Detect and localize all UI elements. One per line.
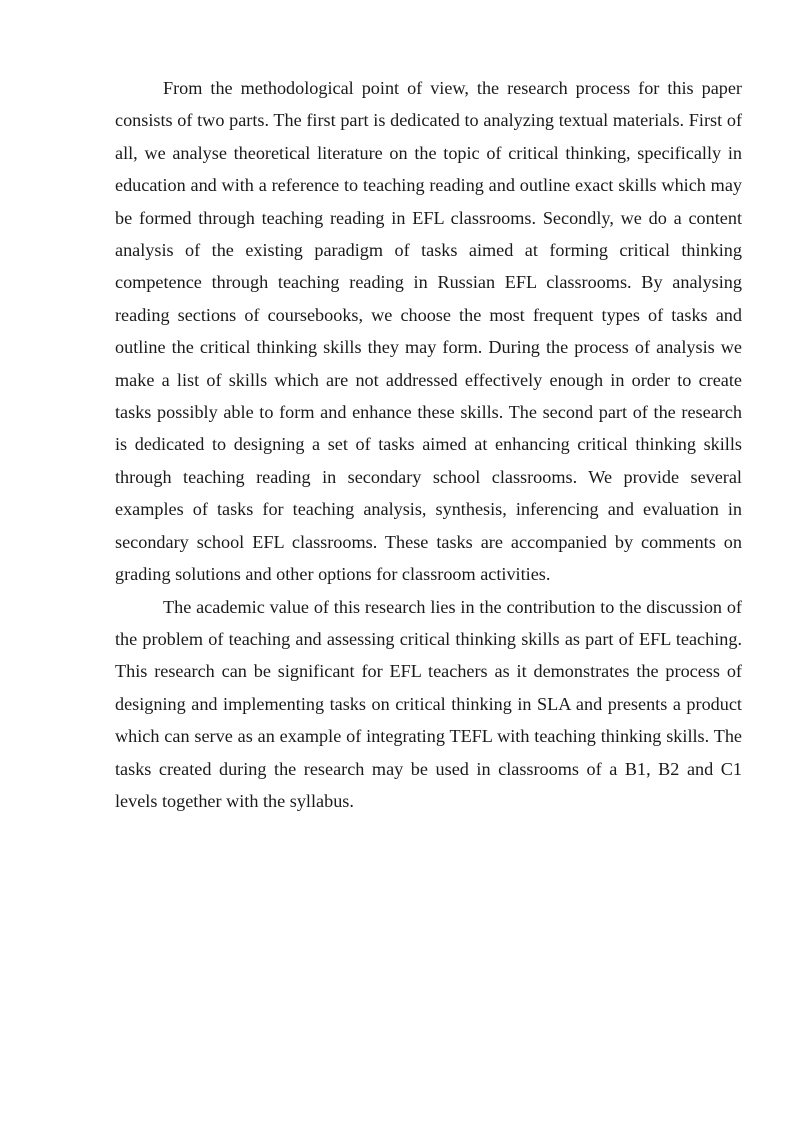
paragraph-methodology: From the methodological point of view, the research process for this paper consists of two parts. The first part is dedicated to analyzing textual materials. First of all, we analyse theoretical literature on the topic of critical thinking, specifically in education and with a reference to teaching reading and outline exact skills which may be formed through teaching reading in EFL classrooms. Secondly, we do a content analysis of the existing paradigm of tasks aimed at forming critical thinking competence through teaching reading in Russian EFL classrooms. By analysing reading sections of coursebooks, we choose the most frequent types of tasks and outline the critical thinking skills they may form. During the process of analysis we make a list of skills which are not addressed effectively enough in order to create tasks possibly able to form and enhance these skills. The second part of the research is dedicated to designing a set of tasks aimed at enhancing critical thinking skills through teaching reading in secondary school classrooms. We provide several examples of tasks for teaching analysis, synthesis, inferencing and evaluation in secondary school EFL classrooms. These tasks are accompanied by comments on grading solutions and other options for classroom activities. bbox=[115, 78, 742, 585]
paragraph-academic-value: The academic value of this research lies in the contribution to the discussion of the problem of teaching and assessing critical thinking skills as part of EFL teaching. This research can be significant for EFL teachers as it demonstrates the process of designing and implementing tasks on critical thinking in SLA and presents a product which can serve as an example of integrating TEFL with teaching thinking skills. The tasks created during the research may be used in classrooms of a B1, B2 and C1 levels together with the syllabus. bbox=[115, 596, 742, 811]
document-body bbox=[115, 72, 742, 817]
